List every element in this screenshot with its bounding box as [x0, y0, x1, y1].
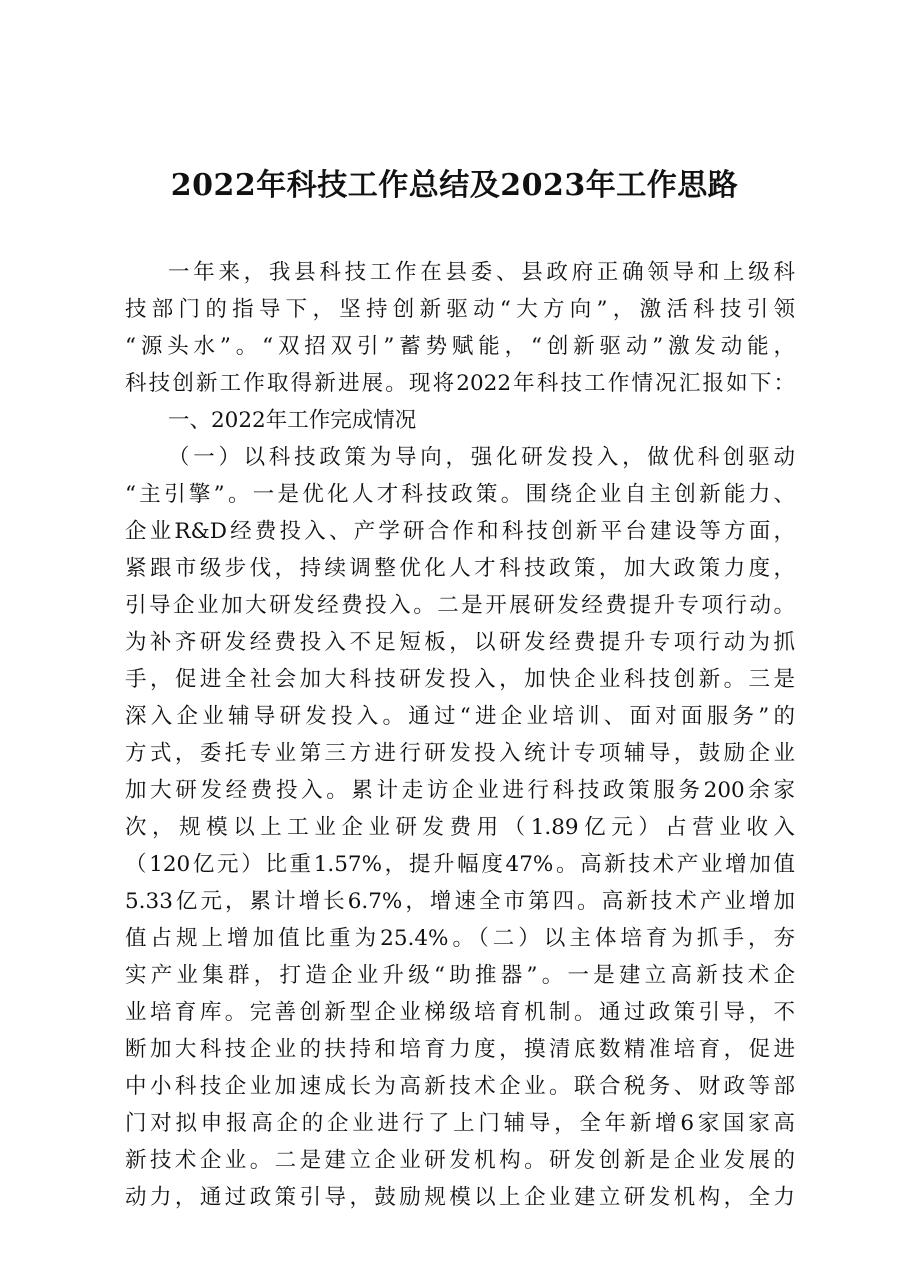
section-heading: 一、2022年工作完成情况 — [168, 408, 417, 433]
paragraph-line: 实产业集群，打造企业升级“助推器”。一是建立高新技术企 — [125, 963, 795, 988]
paragraph-line: 中小科技企业加速成长为高新技术企业。联合税务、财政等部 — [125, 1074, 795, 1099]
paragraph-line: 科技创新工作取得新进展。现将2022年科技工作情况汇报如下： — [125, 371, 795, 396]
paragraph-line: 引导企业加大研发经费投入。二是开展研发经费提升专项行动。 — [125, 593, 795, 618]
paragraph-line: 一年来，我县科技工作在县委、县政府正确领导和上级科 — [168, 260, 795, 285]
document-body — [125, 254, 795, 1216]
paragraph-line: “源头水”。“双招双引”蓄势赋能，“创新驱动”激发动能， — [125, 334, 795, 359]
paragraph-line: 5.33亿元，累计增长6.7%，增速全市第四。高新技术产业增加 — [125, 889, 795, 914]
paragraph-line: 为补齐研发经费投入不足短板，以研发经费提升专项行动为抓 — [125, 630, 795, 655]
document-title: 2022年科技工作总结及2023年工作思路 — [170, 168, 739, 203]
paragraph-line: 门对拟申报高企的企业进行了上门辅导，全年新增6家国家高 — [125, 1111, 795, 1136]
paragraph-line: 深入企业辅导研发投入。通过“进企业培训、面对面服务”的 — [125, 704, 795, 729]
paragraph-line: 断加大科技企业的扶持和培育力度，摸清底数精准培育，促进 — [125, 1037, 795, 1062]
paragraph-line: 次，规模以上工业企业研发费用（1.89亿元）占营业收入 — [125, 815, 795, 840]
paragraph-line: 企业R&D经费投入、产学研合作和科技创新平台建设等方面， — [125, 519, 795, 544]
paragraph-line: 技部门的指导下，坚持创新驱动“大方向”，激活科技引领 — [125, 297, 795, 322]
paragraph-line: （120亿元）比重1.57%，提升幅度47%。高新技术产业增加值 — [125, 852, 795, 877]
paragraph-line: 加大研发经费投入。累计走访企业进行科技政策服务200余家 — [125, 778, 795, 803]
paragraph-line: “主引擎”。一是优化人才科技政策。围绕企业自主创新能力、 — [125, 482, 795, 507]
paragraph-line: 值占规上增加值比重为25.4%。（二）以主体培育为抓手，夯 — [125, 926, 795, 951]
paragraph-line: 新技术企业。二是建立企业研发机构。研发创新是企业发展的 — [125, 1148, 795, 1173]
paragraph-line: 业培育库。完善创新型企业梯级培育机制。通过政策引导，不 — [125, 1000, 795, 1025]
paragraph-line: 紧跟市级步伐，持续调整优化人才科技政策，加大政策力度， — [125, 556, 795, 581]
paragraph-line: 手，促进全社会加大科技研发投入，加快企业科技创新。三是 — [125, 667, 795, 692]
paragraph-line: 动力，通过政策引导，鼓励规模以上企业建立研发机构，全力 — [125, 1185, 795, 1210]
paragraph-line: 方式，委托专业第三方进行研发投入统计专项辅导，鼓励企业 — [125, 741, 795, 766]
paragraph-line: （一）以科技政策为导向，强化研发投入，做优科创驱动 — [168, 445, 795, 470]
